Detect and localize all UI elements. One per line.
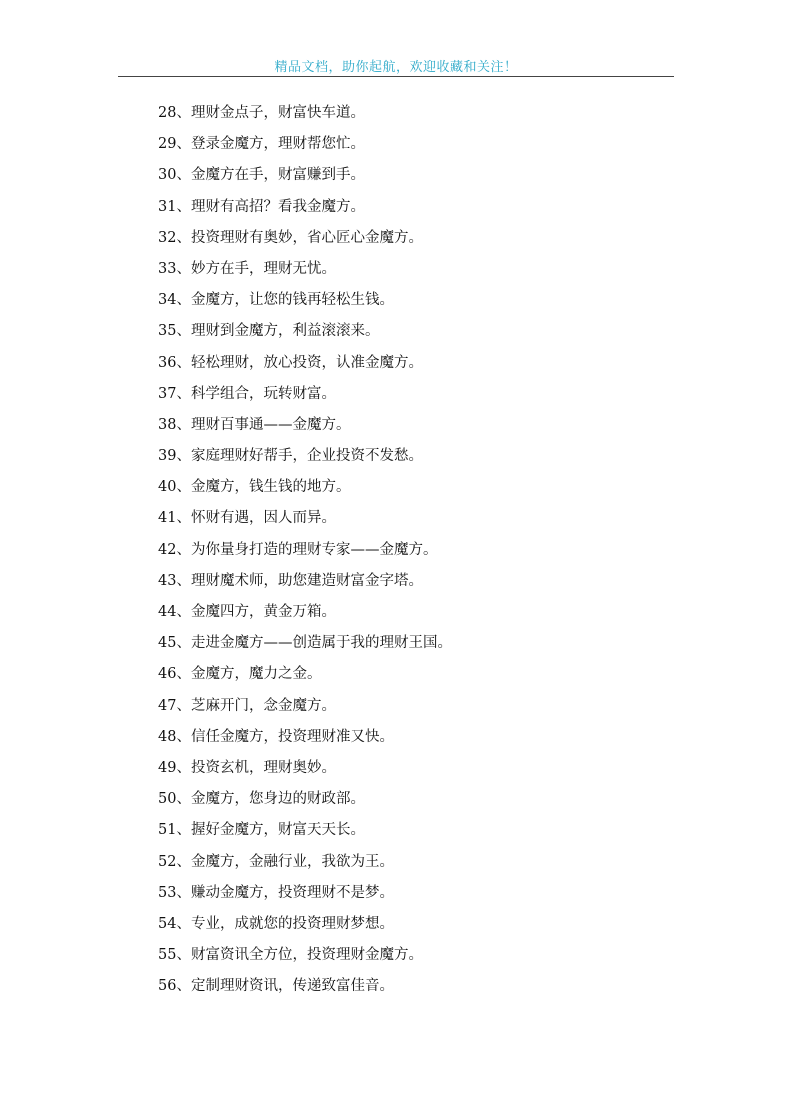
list-item: 52、金魔方，金融行业，我欲为王。 bbox=[158, 853, 394, 870]
page-header: 精品文档，助你起航，欢迎收藏和关注！ bbox=[274, 60, 518, 75]
list-item: 50、金魔方，您身边的财政部。 bbox=[158, 791, 365, 808]
list-item: 39、家庭理财好帮手，企业投资不发愁。 bbox=[158, 448, 423, 465]
list-item: 54、专业，成就您的投资理财梦想。 bbox=[158, 915, 394, 932]
list-item: 56、定制理财资讯，传递致富佳音。 bbox=[158, 978, 394, 995]
list-item: 40、金魔方，钱生钱的地方。 bbox=[158, 479, 351, 496]
list-item: 48、信任金魔方，投资理财准又快。 bbox=[158, 728, 394, 745]
list-item: 32、投资理财有奥妙，省心匠心金魔方。 bbox=[158, 229, 423, 246]
list-item: 53、赚动金魔方，投资理财不是梦。 bbox=[158, 884, 394, 901]
list-item: 29、登录金魔方，理财帮您忙。 bbox=[158, 136, 365, 153]
list-item: 30、金魔方在手，财富赚到手。 bbox=[158, 167, 365, 184]
list-item: 35、理财到金魔方，利益滚滚来。 bbox=[158, 323, 380, 340]
slogan-list bbox=[158, 98, 452, 1002]
list-item: 31、理财有高招？看我金魔方。 bbox=[158, 198, 365, 215]
list-item: 37、科学组合，玩转财富。 bbox=[158, 385, 336, 402]
header-divider bbox=[118, 76, 674, 77]
list-item: 41、怀财有遇，因人而异。 bbox=[158, 510, 336, 527]
list-item: 49、投资玄机，理财奥妙。 bbox=[158, 759, 336, 776]
list-item: 36、轻松理财，放心投资，认准金魔方。 bbox=[158, 354, 423, 371]
list-item: 55、财富资讯全方位，投资理财金魔方。 bbox=[158, 947, 423, 964]
list-item: 46、金魔方，魔力之金。 bbox=[158, 666, 322, 683]
list-item: 43、理财魔术师，助您建造财富金字塔。 bbox=[158, 572, 423, 589]
list-item: 38、理财百事通——金魔方。 bbox=[158, 416, 351, 433]
list-item: 45、走进金魔方——创造属于我的理财王国。 bbox=[158, 635, 452, 652]
list-item: 51、握好金魔方，财富天天长。 bbox=[158, 822, 365, 839]
list-item: 33、妙方在手，理财无忧。 bbox=[158, 260, 336, 277]
list-item: 47、芝麻开门，念金魔方。 bbox=[158, 697, 336, 714]
list-item: 34、金魔方，让您的钱再轻松生钱。 bbox=[158, 292, 394, 309]
list-item: 44、金魔四方，黄金万箱。 bbox=[158, 604, 336, 620]
list-item: 28、理财金点子，财富快车道。 bbox=[158, 105, 365, 121]
list-item: 42、为你量身打造的理财专家——金魔方。 bbox=[158, 541, 438, 558]
